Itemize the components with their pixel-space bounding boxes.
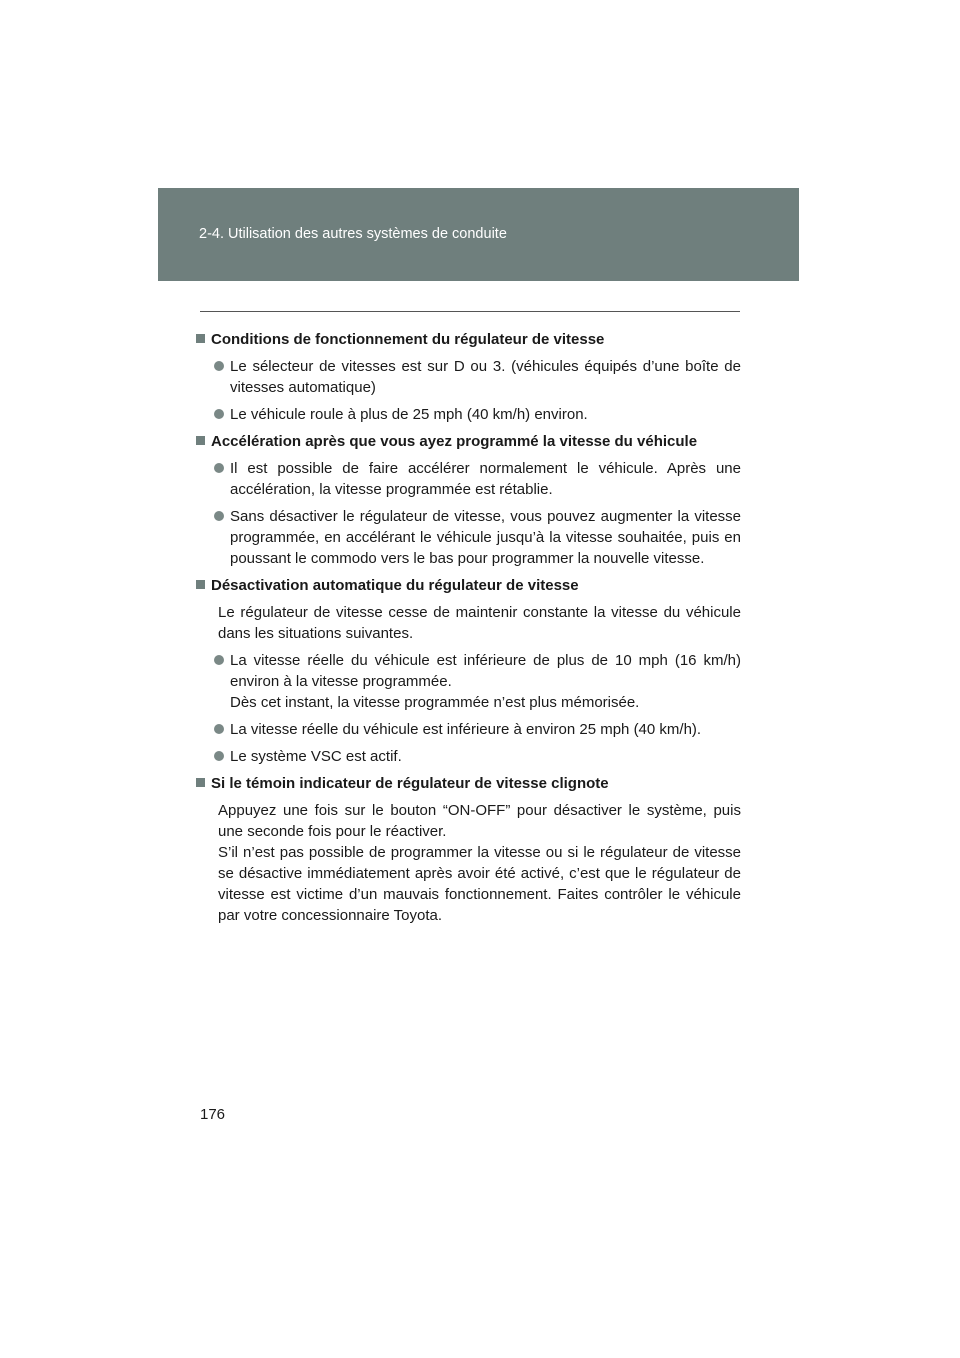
section-heading: Désactivation automatique du régulateur de vitesse bbox=[196, 575, 741, 596]
square-bullet-icon bbox=[196, 334, 205, 343]
square-bullet-icon bbox=[196, 778, 205, 787]
chapter-header-band bbox=[158, 188, 799, 281]
circle-bullet-icon bbox=[214, 724, 224, 734]
section-operating-conditions bbox=[196, 329, 741, 425]
page-content bbox=[196, 329, 741, 932]
circle-bullet-icon bbox=[214, 361, 224, 371]
section-heading: Conditions de fonctionnement du régulateur de vitesse bbox=[196, 329, 741, 350]
list-item: Le sélecteur de vitesses est sur D ou 3. (véhicules équipés d’une boîte de vitesses automatique) bbox=[196, 356, 741, 398]
list-item: La vitesse réelle du véhicule est inférieure à environ 25 mph (40 km/h). bbox=[196, 719, 741, 740]
list-item: La vitesse réelle du véhicule est inférieure de plus de 10 mph (16 km/h) environ à la vitesse programmée. Dès cet instant, la vitesse programmée n’est plus mémorisée. bbox=[196, 650, 741, 713]
list-item: Le véhicule roule à plus de 25 mph (40 km/h) environ. bbox=[196, 404, 741, 425]
section-indicator-flashing bbox=[196, 773, 741, 926]
circle-bullet-icon bbox=[214, 511, 224, 521]
square-bullet-icon bbox=[196, 580, 205, 589]
circle-bullet-icon bbox=[214, 409, 224, 419]
section-auto-cancel bbox=[196, 575, 741, 767]
circle-bullet-icon bbox=[214, 751, 224, 761]
chapter-title: 2-4. Utilisation des autres systèmes de conduite bbox=[199, 226, 507, 242]
list-item: Sans désactiver le régulateur de vitesse, vous pouvez augmenter la vitesse programmée, en accélérant le véhicule jusqu’à la vitesse souhaitée, puis en poussant le commodo vers le bas pour programmer la nouvelle vitesse. bbox=[196, 506, 741, 569]
section-acceleration bbox=[196, 431, 741, 569]
page-number: 176 bbox=[200, 1106, 226, 1123]
circle-bullet-icon bbox=[214, 655, 224, 665]
section-heading: Si le témoin indicateur de régulateur de vitesse clignote bbox=[196, 773, 741, 794]
list-item: Le système VSC est actif. bbox=[196, 746, 741, 767]
section-intro: Le régulateur de vitesse cesse de maintenir constante la vitesse du véhicule dans les situations suivantes. bbox=[218, 604, 741, 642]
section-paragraph: Appuyez une fois sur le bouton “ON-OFF” pour désactiver le système, puis une seconde fois pour le réactiver. S’il n’est pas possible de programmer la vitesse ou si le régulateur de vitesse se désactive immédiatement après avoir été activé, c’est que le régulateur de vitesse est victime d’un mauvais fonctionnement. Faites contrôler le véhicule par votre concessionnaire Toyota. bbox=[218, 802, 741, 924]
square-bullet-icon bbox=[196, 436, 205, 445]
section-heading: Accélération après que vous ayez programmé la vitesse du véhicule bbox=[196, 431, 741, 452]
section-divider bbox=[200, 311, 740, 312]
circle-bullet-icon bbox=[214, 463, 224, 473]
list-item: Il est possible de faire accélérer normalement le véhicule. Après une accélération, la vitesse programmée est rétablie. bbox=[196, 458, 741, 500]
